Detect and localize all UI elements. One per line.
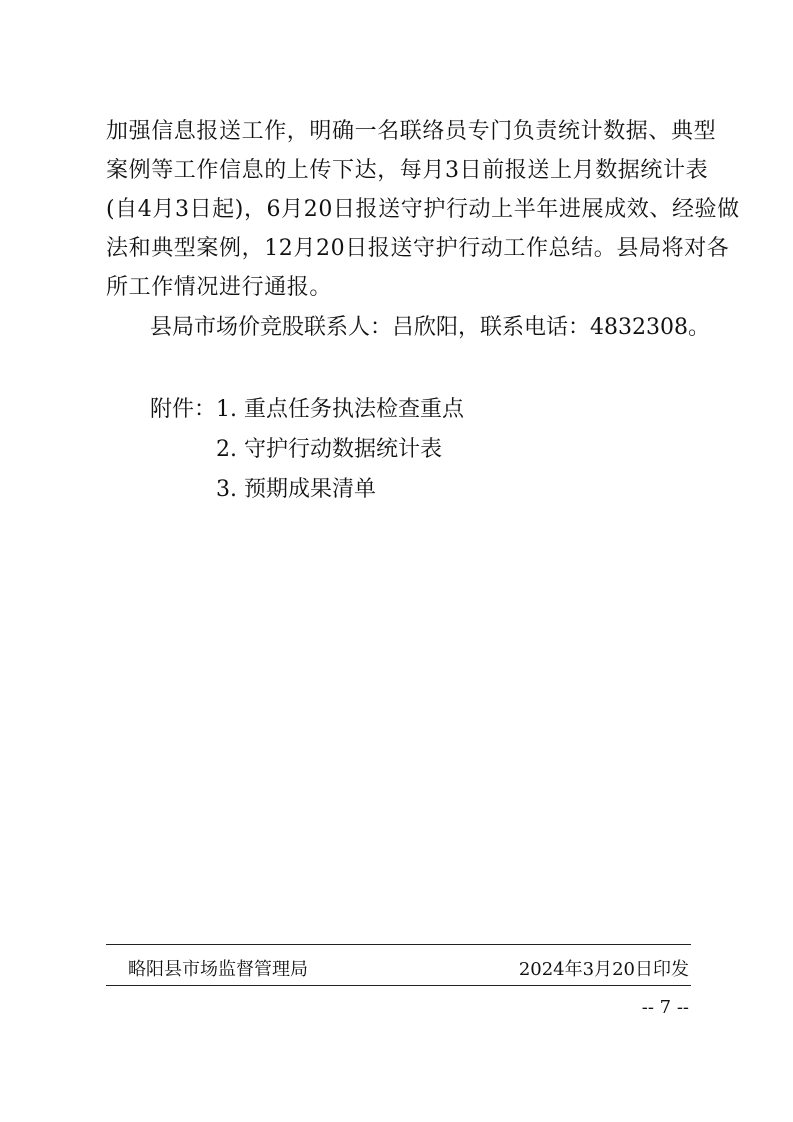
paragraph-line: 所工作情况进行通报。 — [106, 275, 333, 300]
attachment-item: 2. 守护行动数据统计表 — [216, 437, 442, 462]
page-number: -- 7 -- — [641, 997, 689, 1018]
footer-top-rule — [106, 944, 691, 945]
footer-bottom-rule — [106, 985, 691, 986]
paragraph-line: 案例等工作信息的上传下达，每月3日前报送上月数据统计表 — [106, 158, 709, 183]
paragraph-line: (自4月3日起)，6月20日报送守护行动上半年进展成效、经验做 — [106, 197, 740, 222]
issuer-name: 略阳县市场监督管理局 — [128, 959, 308, 980]
attachment-item: 3. 预期成果清单 — [216, 477, 376, 502]
paragraph-line: 加强信息报送工作，明确一名联络员专门负责统计数据、典型 — [106, 119, 717, 144]
issue-date: 2024年3月20日印发 — [518, 959, 689, 980]
attachment-item: 1. 重点任务执法检查重点 — [216, 397, 464, 422]
paragraph-line: 法和典型案例，12月20日报送守护行动工作总结。县局将对各 — [106, 236, 730, 261]
attachments-label: 附件： — [150, 397, 217, 422]
contact-line: 县局市场价竞股联系人：吕欣阳，联系电话：4832308。 — [150, 315, 710, 340]
